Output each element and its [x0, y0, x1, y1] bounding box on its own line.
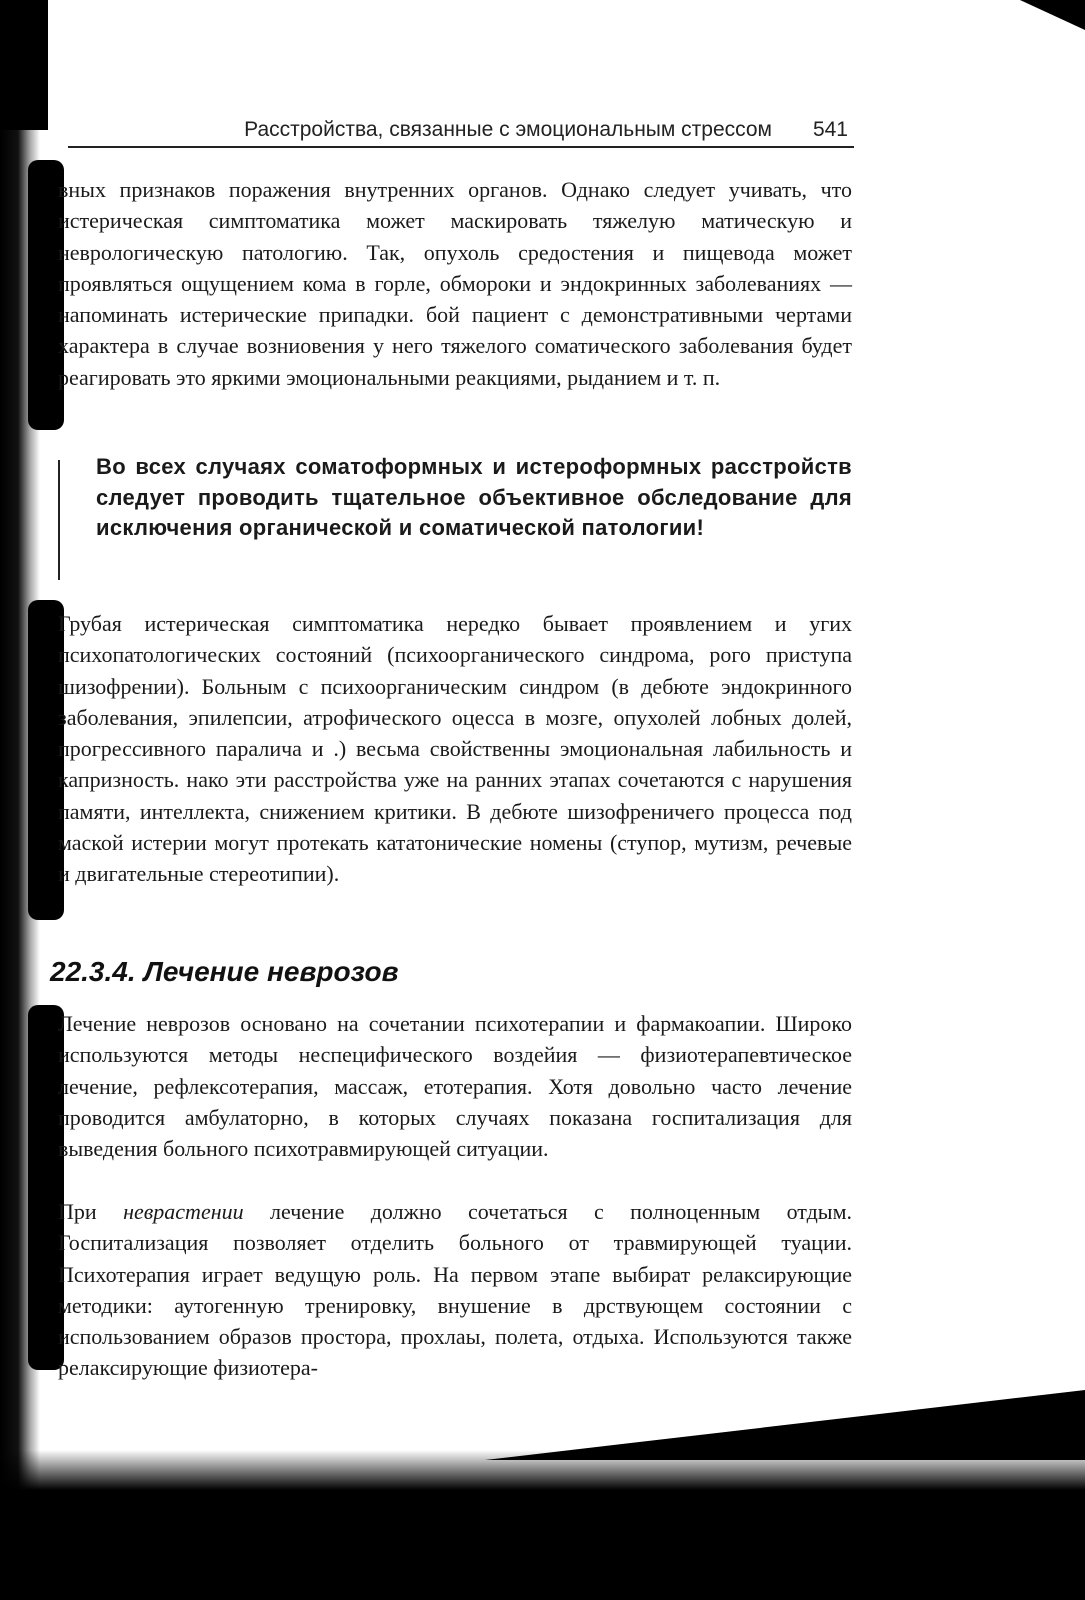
scan-bottom-shadow — [0, 1450, 1085, 1600]
paragraph-4-text — [58, 1196, 852, 1384]
running-header-title: Расстройства, связанные с эмоциональным стрессом — [244, 118, 772, 141]
paragraph-3-text: Лечение неврозов основано на сочетании психотерапии и фармакоапии. Широко используются методы неспецифического воздейия — физиотерапевтическое лечение, рефлексотерапия, массаж, етотерапия. Хотя довольно часто лечение проводится амбулаторно, в которых случаях показана госпитализация для выведения больного психотравмирующей ситуации. — [58, 1011, 852, 1162]
paragraph-4-term: неврастении — [123, 1199, 244, 1224]
callout-box — [58, 452, 852, 582]
callout-bar — [58, 460, 60, 580]
running-header — [68, 114, 852, 146]
section-number: 22.3.4. — [50, 956, 136, 987]
paragraph-1 — [58, 174, 852, 393]
scan-corner-shadow — [1020, 0, 1085, 30]
section-heading — [50, 956, 399, 988]
scan-spine-shadow-top — [0, 0, 48, 130]
callout-text: Во всех случаях соматоформных и истероформных расстройств следует проводить тщательное объективное обследование для исключения органической и соматической патологии! — [96, 454, 852, 540]
paragraph-2-text: Грубая истерическая симптоматика нередко бывает проявлением и угих психопатологических состояний (психоорганического синдрома, рого приступа шизофрении). Больным с психоорганическим синдром (в дебюте эндокринного заболевания, эпилепсии, атрофического оцесса в мозге, опухолей лобных долей, прогрессивного паралича и .) весьма свойственны эмоциональная лабильность и капризность. нако эти расстройства уже на ранних этапах сочетаются с нарушения памяти, интеллекта, снижением критики. В дебюте шизофреничего процесса под маской истерии могут протекать кататонические номены (ступор, мутизм, речевые и двигательные стереотипии). — [58, 611, 852, 887]
paragraph-4-rest: лечение должно сочетаться с полноценным отдым. Госпитализация позволяет отделить больного от травмирующей туации. Психотерапия играет ведущую роль. На первом этапе выбират релаксирующие методики: аутогенную тренировку, внушение в дрствующем состоянии с использованием образов простора, прохлаы, полета, отдыха. Используются также релаксирующие физиотера- — [58, 1199, 852, 1381]
paragraph-2 — [58, 608, 852, 890]
paragraph-1-text: вных признаков поражения внутренних органов. Однако следует учивать, что истерическая симптоматика может маскировать тяжелую матическую и неврологическую патологию. Так, опухоль средостения и пищевода может проявляться ощущением кома в горле, обмороки и эндокринных заболеваниях — напоминать истерические припадки. бой пациент с демонстративными чертами характера в случае возниовения у него тяжелого соматического заболевания будет реагировать это яркими эмоциональными реакциями, рыданием и т. п. — [58, 177, 852, 390]
section-title: Лечение неврозов — [143, 956, 399, 987]
page-number: 541 — [812, 118, 848, 141]
header-rule — [68, 146, 854, 148]
paragraph-4 — [58, 1196, 852, 1384]
paragraph-3 — [58, 1008, 852, 1164]
paragraph-4-lead: При — [58, 1199, 124, 1224]
